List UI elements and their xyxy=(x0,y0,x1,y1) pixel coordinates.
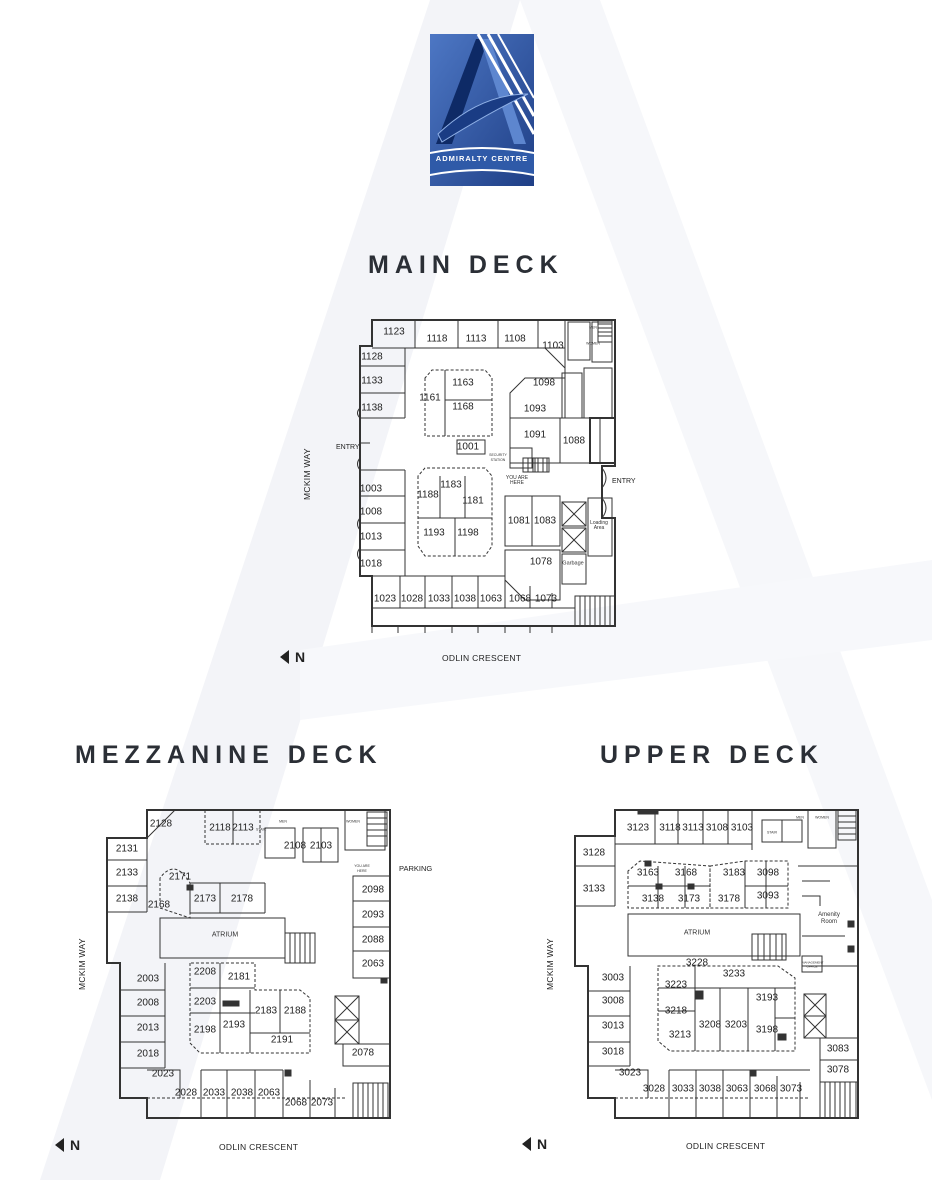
room-label: 3098 xyxy=(756,867,780,879)
upper-north-arrow xyxy=(522,1136,547,1152)
room-label: 3028 xyxy=(642,1083,666,1095)
room-label: 2173 xyxy=(193,893,217,905)
room-label: 3038 xyxy=(698,1083,722,1095)
room-label: 1138 xyxy=(361,402,383,414)
room-label: 2203 xyxy=(193,996,217,1008)
room-label: 3128 xyxy=(582,847,606,859)
room-label: 2068 xyxy=(284,1097,308,1109)
room-label: 1013 xyxy=(359,531,383,543)
room-label: 3018 xyxy=(601,1046,625,1058)
room-label: 2168 xyxy=(147,899,171,911)
main-north-arrow xyxy=(280,649,305,665)
room-label: 2188 xyxy=(283,1005,307,1017)
room-label: 1038 xyxy=(453,593,477,605)
room-label: 1003 xyxy=(359,483,383,495)
room-label: 2028 xyxy=(174,1087,198,1099)
room-label: 1081 xyxy=(507,515,531,527)
room-label: 1133 xyxy=(361,375,383,387)
men-label: MEN xyxy=(589,325,597,330)
room-label: 3233 xyxy=(722,968,746,980)
amenity-room-label: Amenity Room xyxy=(818,912,840,925)
mezzanine-deck-title: MEZZANINE DECK xyxy=(75,741,383,769)
room-label: 3108 xyxy=(705,822,729,834)
atrium-label: ATRIUM xyxy=(211,931,239,939)
room-label: 3123 xyxy=(626,822,650,834)
room-label: 2181 xyxy=(227,971,251,983)
men-label: MEN xyxy=(796,815,804,820)
room-label: 2191 xyxy=(270,1034,294,1046)
room-label: 1163 xyxy=(452,377,474,389)
room-label: 3008 xyxy=(601,995,625,1007)
room-label: 2138 xyxy=(115,893,139,905)
room-label: 3078 xyxy=(826,1064,850,1076)
room-label: 3218 xyxy=(664,1005,688,1017)
room-label: 1128 xyxy=(361,351,383,363)
room-label: 2113 xyxy=(232,822,254,834)
main-deck-plan xyxy=(330,318,630,640)
room-label: 3193 xyxy=(755,992,779,1004)
room-label: 3113 xyxy=(682,822,704,834)
management-office-label: MANAGEMENT OFFICE xyxy=(802,960,824,968)
main-odlin-crescent-label: ODLIN CRESCENT xyxy=(442,653,522,663)
room-label: 1023 xyxy=(373,593,397,605)
room-label: 2128 xyxy=(149,818,173,830)
room-label: 2193 xyxy=(222,1019,246,1031)
room-label: 1018 xyxy=(359,558,383,570)
stair-label: STAIR xyxy=(255,827,267,832)
room-label: 1091 xyxy=(523,429,547,441)
room-label: 3023 xyxy=(618,1067,642,1079)
room-label: 1123 xyxy=(383,326,405,338)
women-label: WOMEN xyxy=(586,341,600,346)
room-label: 1193 xyxy=(423,527,445,539)
room-label: 1068 xyxy=(508,593,532,605)
room-label: 3228 xyxy=(685,957,709,969)
room-label: 3003 xyxy=(601,972,625,984)
room-label: 1181 xyxy=(462,495,484,507)
entry-east-label: ENTRY xyxy=(612,478,636,485)
room-label: 1108 xyxy=(504,333,526,345)
room-label: 1088 xyxy=(562,435,586,447)
room-label: 1098 xyxy=(532,377,556,389)
room-label: 3208 xyxy=(698,1019,722,1031)
logo-text: ADMIRALTY CENTRE xyxy=(435,154,529,163)
room-label: 2171 xyxy=(168,871,192,883)
north-arrow-icon xyxy=(55,1138,64,1152)
room-label: 2093 xyxy=(361,909,385,921)
room-label: 1008 xyxy=(359,506,383,518)
room-label: 1168 xyxy=(452,401,474,413)
upper-deck-title: UPPER DECK xyxy=(600,741,824,769)
room-label: 3138 xyxy=(641,893,665,905)
upper-mckim-way-label: MCKIM WAY xyxy=(545,938,555,990)
room-label: 2108 xyxy=(283,840,307,852)
mezzanine-deck-floorplan-drawing xyxy=(105,808,395,1120)
room-label: 3103 xyxy=(730,822,754,834)
logo-icon xyxy=(430,34,534,186)
garbage-label: Garbage xyxy=(562,560,584,567)
room-label: 3133 xyxy=(582,883,606,895)
room-label: 2131 xyxy=(115,843,139,855)
room-label: 1113 xyxy=(465,333,487,345)
room-label: 2133 xyxy=(115,867,139,879)
room-label: 2103 xyxy=(309,840,333,852)
parking-label: PARKING xyxy=(399,864,433,873)
room-label: 3093 xyxy=(756,890,780,902)
room-label: 2008 xyxy=(136,997,160,1009)
room-label: 3183 xyxy=(722,867,746,879)
admiralty-centre-logo xyxy=(430,34,534,186)
women-label: WOMEN xyxy=(815,815,829,820)
room-label: 2073 xyxy=(310,1097,334,1109)
mezzanine-deck-plan xyxy=(105,808,395,1120)
room-label: 3198 xyxy=(755,1024,779,1036)
room-label: 1103 xyxy=(542,340,564,352)
men-label: MEN xyxy=(279,819,287,824)
room-label: 3033 xyxy=(671,1083,695,1095)
room-label: 2098 xyxy=(361,884,385,896)
north-label: N xyxy=(70,1137,81,1153)
north-arrow-icon xyxy=(522,1137,531,1151)
you-are-here-label: YOU ARE HERE xyxy=(505,475,529,486)
room-label: 2088 xyxy=(361,934,385,946)
room-label: 2033 xyxy=(202,1087,226,1099)
room-label: 1183 xyxy=(440,479,462,491)
room-label: 3213 xyxy=(668,1029,692,1041)
room-label: 2198 xyxy=(193,1024,217,1036)
main-mckim-way-label: MCKIM WAY xyxy=(302,448,312,500)
north-label: N xyxy=(295,649,306,665)
room-label: 1028 xyxy=(400,593,424,605)
room-label: 3083 xyxy=(826,1043,850,1055)
security-station-label: SECURITY STATION xyxy=(489,453,507,462)
entry-west-label: ENTRY xyxy=(336,444,360,451)
room-label: 2078 xyxy=(351,1047,375,1059)
mezzanine-odlin-crescent-label: ODLIN CRESCENT xyxy=(219,1142,299,1152)
room-label: 1083 xyxy=(533,515,557,527)
room-label: 2013 xyxy=(136,1022,160,1034)
upper-odlin-crescent-label: ODLIN CRESCENT xyxy=(686,1141,766,1151)
room-label: 1093 xyxy=(523,403,547,415)
room-label: 2063 xyxy=(361,958,385,970)
room-label: 2118 xyxy=(209,822,231,834)
room-label: 3063 xyxy=(725,1083,749,1095)
room-label: 1188 xyxy=(417,489,439,501)
room-label: 1198 xyxy=(457,527,479,539)
room-label: 1078 xyxy=(529,556,553,568)
room-label: 3223 xyxy=(664,979,688,991)
room-label: 1161 xyxy=(419,392,441,404)
north-label: N xyxy=(537,1136,548,1152)
main-deck-title: MAIN DECK xyxy=(368,251,564,279)
room-label: 2023 xyxy=(151,1068,175,1080)
north-arrow-icon xyxy=(280,650,289,664)
room-label: 2208 xyxy=(193,966,217,978)
room-label: 3168 xyxy=(674,867,698,879)
room-label: 3178 xyxy=(717,893,741,905)
you-are-here-label: YOU ARE HERE xyxy=(354,864,370,873)
room-label: 1118 xyxy=(426,333,448,345)
mezzanine-north-arrow xyxy=(55,1137,80,1153)
mezzanine-mckim-way-label: MCKIM WAY xyxy=(77,938,87,990)
room-label: 2018 xyxy=(136,1048,160,1060)
room-label: 2178 xyxy=(230,893,254,905)
room-label: 1073 xyxy=(534,593,558,605)
room-label: 3073 xyxy=(779,1083,803,1095)
room-label: 3203 xyxy=(724,1019,748,1031)
women-label: WOMEN xyxy=(346,819,360,824)
room-label: 1063 xyxy=(479,593,503,605)
room-label: 3163 xyxy=(636,867,660,879)
room-label: 2183 xyxy=(254,1005,278,1017)
room-label: 3068 xyxy=(753,1083,777,1095)
room-label: 1033 xyxy=(427,593,451,605)
stair-label: STAIR xyxy=(766,830,778,835)
atrium-label: ATRIUM xyxy=(683,929,711,937)
room-label: 2063 xyxy=(257,1087,281,1099)
room-label: 2038 xyxy=(230,1087,254,1099)
room-label: 1001 xyxy=(456,441,480,453)
room-label: 3173 xyxy=(677,893,701,905)
room-label: 3118 xyxy=(659,822,681,834)
room-label: 2003 xyxy=(136,973,160,985)
room-label: 3013 xyxy=(601,1020,625,1032)
loading-area-label: Loading Area xyxy=(590,520,608,531)
main-deck-floorplan-drawing xyxy=(330,318,630,640)
